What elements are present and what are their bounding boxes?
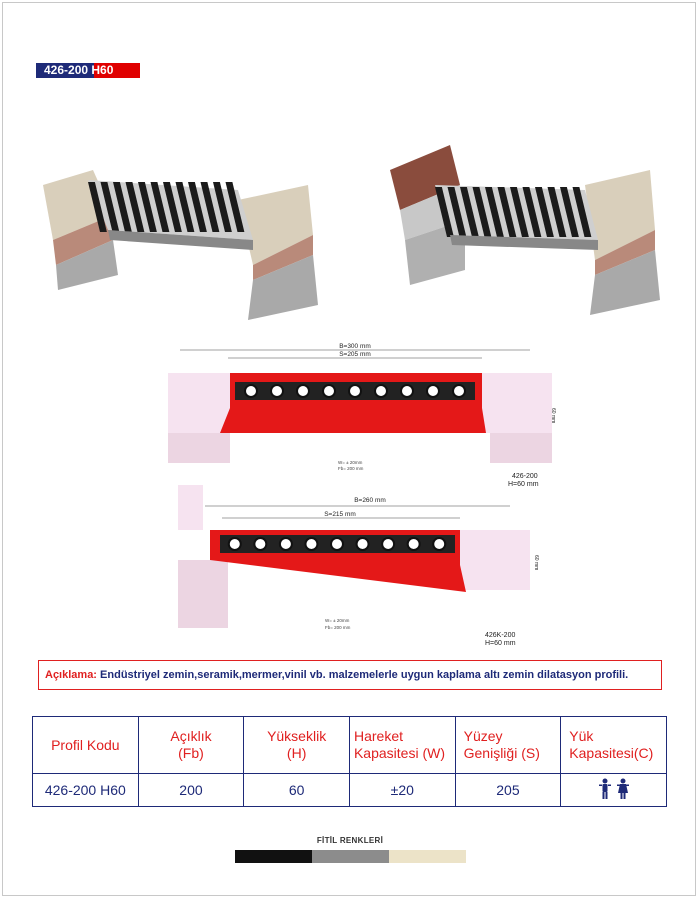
cell-profile-code: 426-200 H60	[33, 774, 139, 807]
b-dimension: B=260 mm	[354, 497, 386, 504]
spec-header-row	[33, 717, 667, 774]
model-code: 426-200	[512, 473, 538, 480]
spec-table	[32, 716, 667, 807]
profile-seal	[280, 538, 292, 550]
profile-seal	[323, 385, 335, 397]
color-swatch-black	[235, 850, 312, 863]
pedestrian-man-icon	[599, 778, 611, 799]
profile-seal	[331, 538, 343, 550]
s-dimension: S=205 mm	[339, 351, 371, 358]
profile-seal	[229, 538, 241, 550]
profile-seal	[254, 538, 266, 550]
fitil-color-swatches	[235, 850, 466, 863]
section-drawing-426-200	[160, 338, 560, 488]
profile-seal	[305, 538, 317, 550]
profile-seal	[401, 385, 413, 397]
profile-seal	[408, 538, 420, 550]
b-dimension: B=300 mm	[339, 343, 371, 350]
w-capacity: W= ± 20mm	[338, 460, 363, 465]
product-render-wall	[380, 140, 670, 330]
product-code-badge: 426-200 H60	[36, 63, 140, 78]
cell-load-capacity	[561, 774, 667, 807]
profile-seal	[357, 538, 369, 550]
description-box	[38, 660, 662, 690]
model-height: H=60 mm	[508, 481, 539, 488]
header-opening: Açıklık (Fb)	[138, 717, 244, 774]
model-height: H=60 mm	[485, 640, 516, 647]
h-dimension: 60 mm	[550, 408, 556, 424]
header-surface-width: Yüzey Genişliği (S)	[455, 717, 561, 774]
profile-seal	[433, 538, 445, 550]
profile-seal	[427, 385, 439, 397]
product-render-floor	[38, 140, 328, 330]
profile-seal	[375, 385, 387, 397]
color-swatch-beige	[389, 850, 466, 863]
w-capacity: W= ± 20mm	[325, 618, 350, 623]
spec-data-row	[33, 774, 667, 807]
cell-surface-width: 205	[455, 774, 561, 807]
color-swatch-grey	[312, 850, 389, 863]
profile-seal	[245, 385, 257, 397]
description-label: Açıklama:	[45, 669, 97, 681]
profile-seal	[271, 385, 283, 397]
model-code: 426K-200	[485, 632, 516, 639]
header-load-capacity: Yük Kapasitesi(C)	[561, 717, 667, 774]
description-text: Endüstriyel zemin,seramik,mermer,vinil vb. malzemelerle uygun kaplama altı zemin dilatasyon profili.	[96, 669, 629, 681]
cell-movement: ±20	[349, 774, 455, 807]
fitil-colors-title: FİTİL RENKLERİ	[316, 836, 384, 845]
h-dimension: 60 mm	[533, 555, 539, 571]
header-profile-code: Profil Kodu	[33, 717, 139, 774]
pedestrian-woman-icon	[617, 778, 629, 799]
profile-seal	[349, 385, 361, 397]
cell-height: 60	[244, 774, 350, 807]
profile-seal	[453, 385, 465, 397]
s-dimension: S=215 mm	[324, 511, 356, 518]
header-movement: Hareket Kapasitesi (W)	[349, 717, 455, 774]
cell-opening: 200	[138, 774, 244, 807]
section-drawing-426K-200	[160, 480, 560, 655]
profile-seal	[382, 538, 394, 550]
fb-opening: Fb= 200 mm	[325, 625, 351, 630]
fb-opening: Fb= 200 mm	[338, 466, 364, 471]
header-height: Yükseklik (H)	[244, 717, 350, 774]
profile-seal	[297, 385, 309, 397]
